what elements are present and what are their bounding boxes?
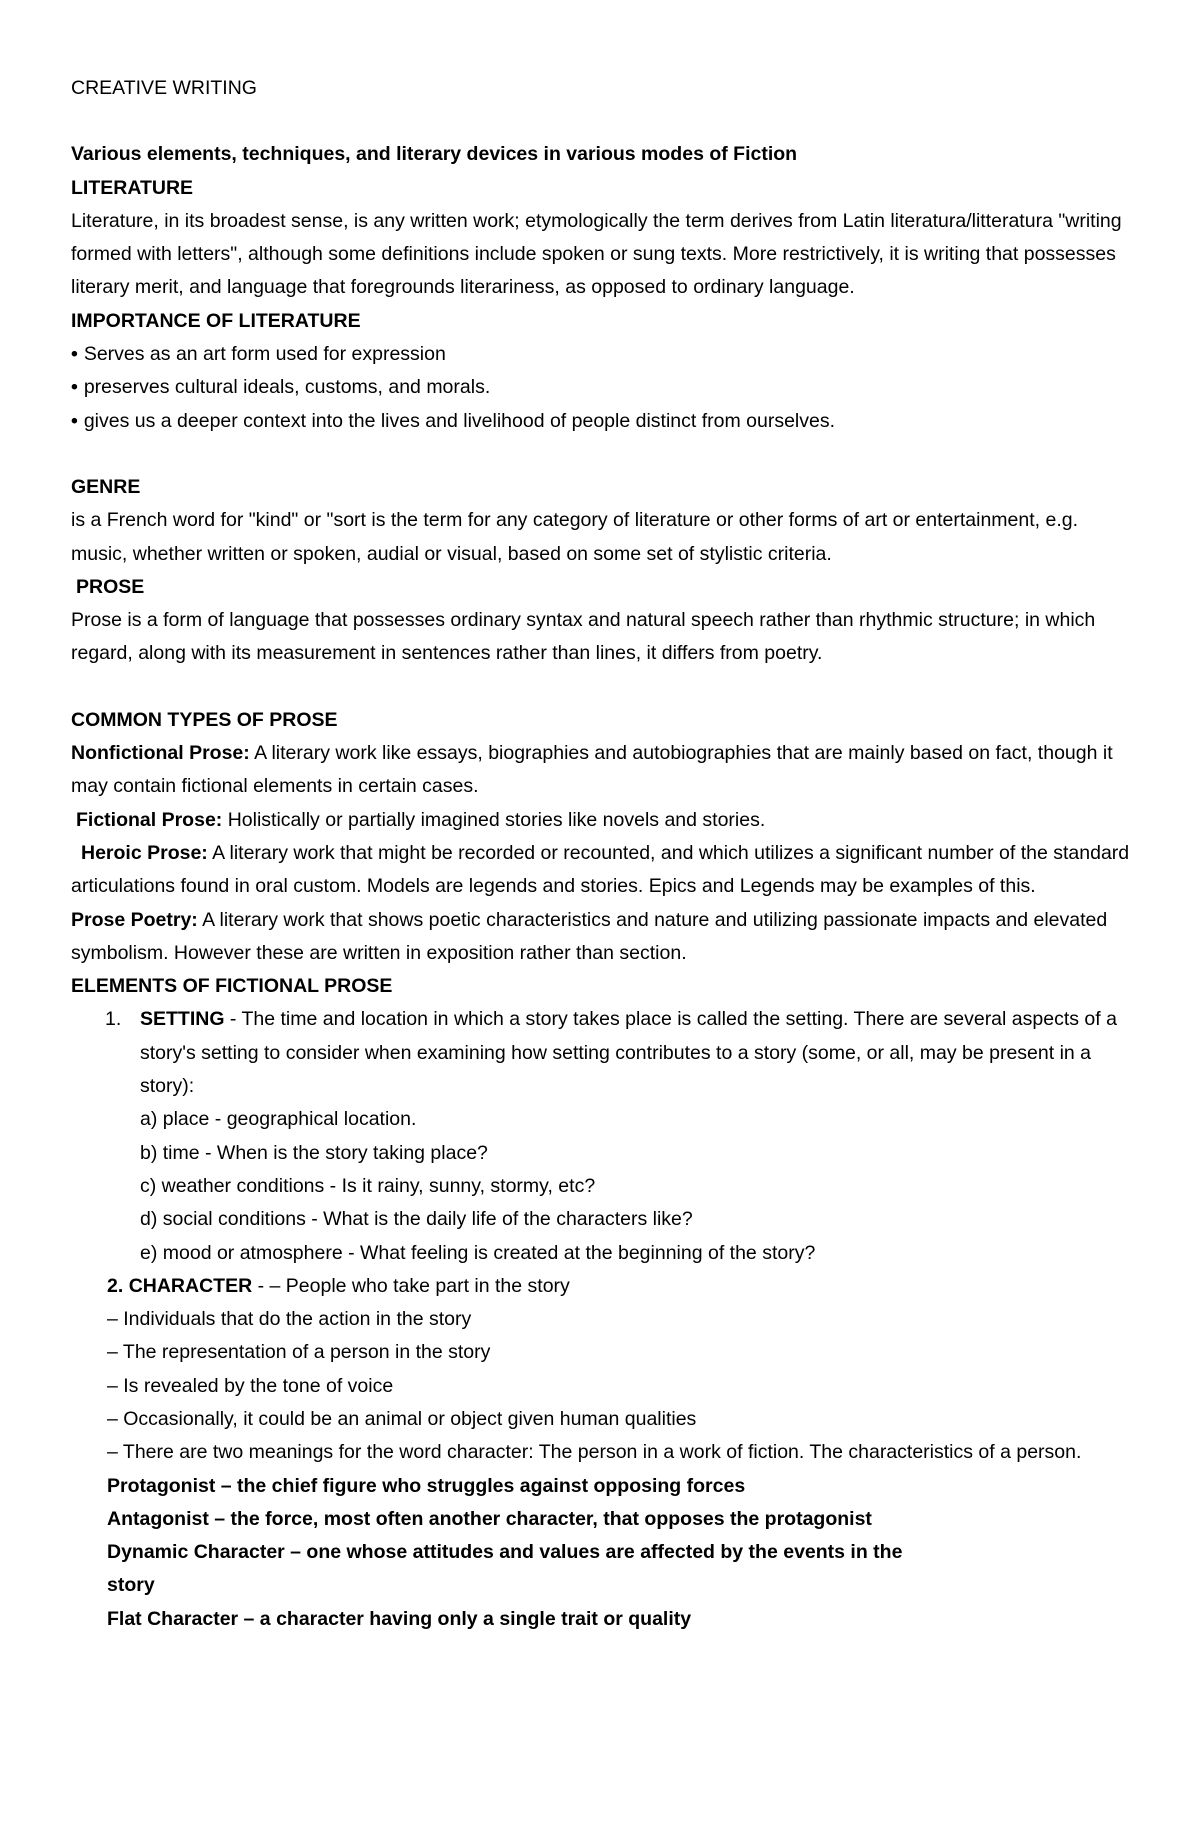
type-item-prose-poetry xyxy=(71,904,1130,971)
type-text: A literary work that shows poetic characteristics and nature and utilizing passionate impacts and elevated symbolism. However these are written in exposition rather than section. xyxy=(71,908,1108,964)
type-item-fictional xyxy=(71,804,1130,837)
setting-term: SETTING xyxy=(140,1008,225,1031)
setting-sub-item: e) mood or atmosphere - What feeling is created at the beginning of the story? xyxy=(140,1241,816,1264)
genre-body: is a French word for "kind" or "sort is the term for any category of literature or other forms of art or entertainment, e.g. music, whether written or spoken, audial or visual, based on some set of stylistic criteria. xyxy=(71,509,1079,565)
prose-heading: PROSE xyxy=(76,575,145,598)
setting-text: - The time and location in which a story takes place is called the setting. There are several aspects of a story's setting to consider when examining how setting contributes to a story (some, or all, may be present in a story): xyxy=(140,1008,1117,1098)
type-item-nonfictional xyxy=(71,737,1130,804)
setting-sub-item: b) time - When is the story taking place? xyxy=(140,1141,488,1164)
literature-heading: LITERATURE xyxy=(71,176,194,199)
types-heading: COMMON TYPES OF PROSE xyxy=(71,708,338,731)
section-spacer xyxy=(71,438,1130,471)
setting-sub-item: c) weather conditions - Is it rainy, sunny, stormy, etc? xyxy=(140,1174,596,1197)
item-number: 2. xyxy=(107,1274,124,1297)
character-text: - – People who take part in the story xyxy=(252,1274,570,1297)
character-definition: Dynamic Character – one whose attitudes and values are affected by the events in the story xyxy=(107,1541,903,1597)
character-line: – The representation of a person in the story xyxy=(107,1341,491,1364)
type-term: Nonfictional Prose: xyxy=(71,742,250,765)
type-term: Heroic Prose: xyxy=(81,841,208,864)
element-setting xyxy=(71,1003,1130,1269)
type-text: A literary work like essays, biographies and autobiographies that are mainly based on fact, though it may contain fictional elements in certain cases. xyxy=(71,742,1113,798)
type-term: Prose Poetry: xyxy=(71,908,198,931)
character-line: – Occasionally, it could be an animal or object given human qualities xyxy=(107,1407,697,1430)
importance-bullet: • Serves as an art form used for expression xyxy=(71,338,1130,371)
item-number: 1. xyxy=(105,1008,122,1031)
setting-sub-item: d) social conditions - What is the daily life of the characters like? xyxy=(140,1208,693,1231)
importance-bullet: • gives us a deeper context into the lives and livelihood of people distinct from ourselves. xyxy=(71,405,1130,438)
character-line: – Individuals that do the action in the story xyxy=(107,1308,472,1331)
document-title: CREATIVE WRITING xyxy=(71,77,257,99)
character-description xyxy=(107,1270,1130,1303)
character-definition: Flat Character – a character having only a single trait or quality xyxy=(107,1607,692,1630)
character-term: CHARACTER xyxy=(128,1274,253,1297)
character-definition: Antagonist – the force, most often another character, that opposes the protagonist xyxy=(107,1507,872,1530)
document-subtitle: Various elements, techniques, and literary devices in various modes of Fiction xyxy=(71,143,798,166)
literature-body: Literature, in its broadest sense, is any written work; etymologically the term derives from Latin literatura/litteratura "writing formed with letters", although some definitions include spoken or sung texts. More restrictively, it is writing that possesses literary merit, and language that foregrounds literariness, as opposed to ordinary language. xyxy=(71,209,1122,299)
type-text: A literary work that might be recorded or recounted, and which utilizes a significant number of the standard articulations found in oral custom. Models are legends and stories. Epics and Legends may be examples of this. xyxy=(71,841,1130,898)
character-line: – There are two meanings for the word character: The person in a work of fiction. The characteristics of a person. xyxy=(107,1441,1082,1464)
section-spacer xyxy=(71,671,1130,704)
character-definition: Protagonist – the chief figure who struggles against opposing forces xyxy=(107,1474,746,1497)
character-line: – Is revealed by the tone of voice xyxy=(107,1374,394,1397)
importance-heading: IMPORTANCE OF LITERATURE xyxy=(71,309,361,332)
type-item-heroic xyxy=(71,837,1130,904)
prose-body: Prose is a form of language that possesses ordinary syntax and natural speech rather than rhythmic structure; in which regard, along with its measurement in sentences rather than lines, it differs from poetry. xyxy=(71,609,1096,665)
setting-sub-item: a) place - geographical location. xyxy=(140,1108,417,1131)
genre-heading: GENRE xyxy=(71,475,141,498)
element-character xyxy=(71,1270,1130,1636)
elements-heading: ELEMENTS OF FICTIONAL PROSE xyxy=(71,975,393,998)
type-text: Holistically or partially imagined stories like novels and stories. xyxy=(222,808,766,831)
type-term: Fictional Prose: xyxy=(76,808,223,831)
importance-bullet: • preserves cultural ideals, customs, and morals. xyxy=(71,371,1130,404)
setting-description xyxy=(140,1003,1130,1103)
